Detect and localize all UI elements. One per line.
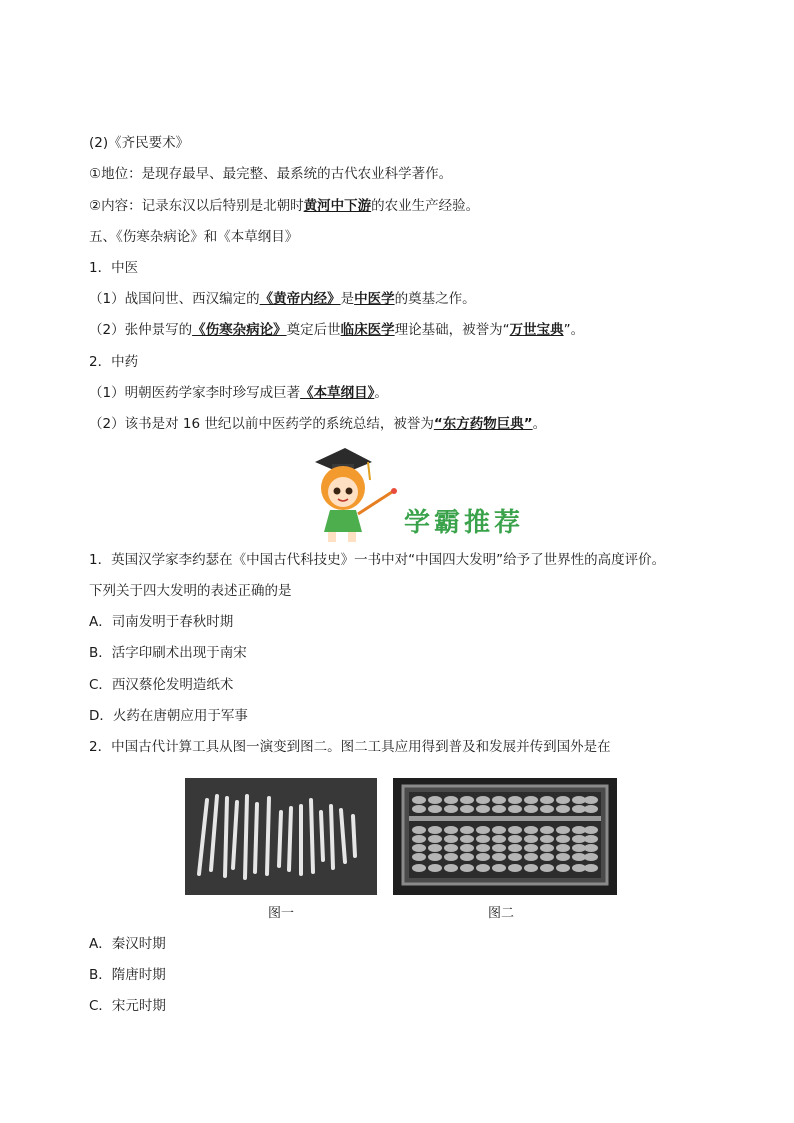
- note-line-10: [89, 414, 546, 434]
- text: （1）明朝医药学家李时珍写成巨著: [89, 385, 301, 401]
- note-line-1: (2)《齐民要术》: [89, 135, 190, 151]
- key-term: 《伤寒杂病论》: [192, 322, 287, 338]
- abacus-photo: [393, 778, 617, 895]
- note-line-7: [89, 320, 584, 340]
- subheading-1: 1．中医: [89, 260, 139, 276]
- key-term: 中医学: [354, 291, 395, 307]
- question-1-option-a: A．司南发明于春秋时期: [89, 614, 234, 630]
- text: 理论基础，被誉为“: [394, 322, 510, 338]
- text: 是: [340, 291, 355, 307]
- text: ②内容：记录东汉以后特别是北朝时: [89, 198, 304, 214]
- question-2-stem: 2．中国古代计算工具从图一演变到图二。图二工具应用得到普及和发展并传到国外是在: [89, 739, 611, 755]
- question-1-option-c: C．西汉蔡伦发明造纸术: [89, 677, 234, 693]
- banner-title: 学霸推荐: [404, 508, 525, 538]
- text: （1）战国问世、西汉编定的: [89, 291, 260, 307]
- key-term: 《本草纲目》: [300, 385, 375, 401]
- question-1-option-b: B．活字印刷术出现于南宋: [89, 645, 247, 661]
- counting-rods-photo: [185, 778, 377, 895]
- note-line-9: [89, 383, 388, 403]
- question-2-option-b: B．隋唐时期: [89, 967, 166, 983]
- text: （2）张仲景写的: [89, 322, 193, 338]
- mascot-illustration: [315, 448, 397, 542]
- key-term: “东方药物巨典”: [433, 416, 533, 432]
- text: 。: [532, 416, 547, 432]
- figure-1-caption: 图一: [268, 906, 295, 921]
- question-1-stem-cont: 下列关于四大发明的表述正确的是: [89, 583, 292, 599]
- text: 。: [374, 385, 388, 401]
- subheading-2: 2．中药: [89, 354, 139, 370]
- question-1-stem: 1．英国汉学家李约瑟在《中国古代科技史》一书中对“中国四大发明”给予了世界性的高度评价。: [89, 552, 666, 568]
- text: 奠定后世: [286, 322, 341, 338]
- key-term: 《黄帝内经》: [259, 291, 341, 307]
- key-term: 黄河中下游: [303, 198, 372, 214]
- text: （2）该书是对 16 世纪以前中医药学的系统总结，被誉为: [89, 416, 434, 432]
- text: 的奠基之作。: [394, 291, 476, 307]
- question-2-option-a: A．秦汉时期: [89, 936, 166, 952]
- note-line-3: [89, 196, 479, 216]
- figure-2-caption: 图二: [488, 906, 515, 921]
- question-2-option-c: C．宋元时期: [89, 998, 166, 1014]
- question-1-option-d: D．火药在唐朝应用于军事: [89, 708, 248, 724]
- note-line-6: [89, 289, 476, 309]
- text: 的农业生产经验。: [371, 198, 480, 214]
- section-heading: 五、《伤寒杂病论》和《本草纲目》: [89, 229, 299, 245]
- note-line-2: ①地位：是现存最早、最完整、最系统的古代农业科学著作。: [89, 166, 453, 182]
- key-term: 万世宝典: [509, 322, 564, 338]
- text: ”。: [563, 322, 585, 338]
- key-term: 临床医学: [340, 322, 395, 338]
